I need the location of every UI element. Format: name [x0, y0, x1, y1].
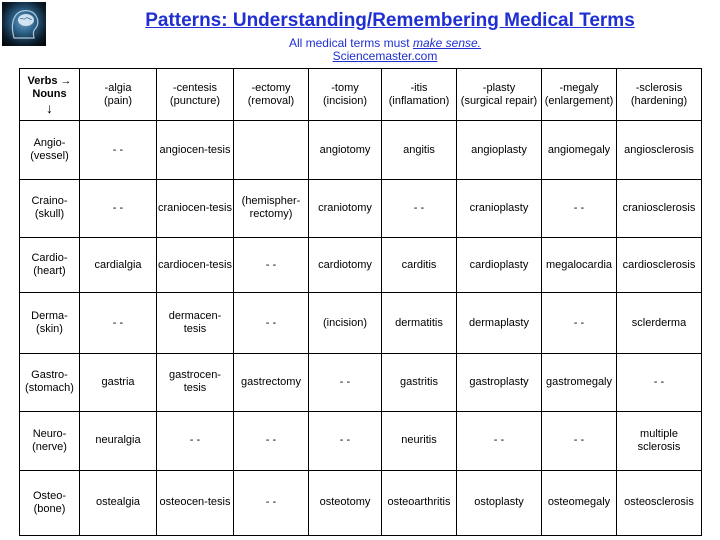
empty-marker: - -	[573, 201, 585, 214]
term-text: gastromegaly	[545, 375, 613, 388]
empty-marker: - -	[413, 201, 425, 214]
suffix-meaning: (hardening)	[630, 94, 688, 107]
term-cell	[542, 412, 617, 470]
term-text: megalocardia	[545, 258, 613, 271]
term-text: gastritis	[400, 375, 438, 388]
term-cell	[457, 121, 542, 179]
term-text: dermacen-tesis	[168, 310, 222, 336]
root-cell	[20, 179, 80, 237]
term-cell	[234, 179, 309, 237]
empty-marker: - -	[339, 434, 351, 447]
root-cell	[20, 121, 80, 179]
term-text: angiosclerosis	[624, 143, 694, 156]
suffix-header	[309, 69, 382, 121]
term-text: craniocen-tesis	[158, 201, 232, 214]
root-meaning: (nerve)	[32, 440, 67, 453]
term-text: dermatitis	[395, 316, 443, 329]
term-cell	[157, 238, 234, 293]
term-cell	[457, 179, 542, 237]
term-cell	[157, 179, 234, 237]
term-text: ostealgia	[95, 496, 141, 509]
term-cell	[382, 238, 457, 293]
root-meaning: (stomach)	[25, 382, 74, 395]
empty-marker: - -	[265, 316, 277, 329]
term-cell	[309, 121, 382, 179]
term-cell	[309, 179, 382, 237]
term-cell	[542, 353, 617, 411]
term-cell	[617, 121, 702, 179]
term-cell	[157, 412, 234, 470]
empty-marker: - -	[112, 316, 124, 329]
term-text: (incision)	[322, 316, 367, 329]
root-term: Craino-	[31, 195, 68, 208]
term-text: angiocen-tesis	[159, 143, 231, 156]
subtitle-emphasis: make sense.	[412, 36, 482, 50]
term-cell	[382, 179, 457, 237]
term-text: osteomegaly	[547, 496, 611, 509]
empty-marker: - -	[653, 375, 665, 388]
subtitle-text: All medical terms must	[288, 36, 413, 50]
suffix-meaning: (removal)	[247, 94, 295, 107]
root-meaning: (vessel)	[30, 150, 69, 163]
term-cell	[617, 470, 702, 535]
term-cell	[157, 353, 234, 411]
suffix-header	[457, 69, 542, 121]
root-term: Cardio-	[31, 252, 68, 265]
term-cell	[617, 353, 702, 411]
suffix-header	[542, 69, 617, 121]
empty-marker: - -	[339, 375, 351, 388]
term-cell	[382, 353, 457, 411]
suffix-meaning: (enlargement)	[544, 94, 614, 107]
root-cell	[20, 353, 80, 411]
suffix-meaning: (surgical repair)	[460, 94, 538, 107]
term-cell	[457, 353, 542, 411]
term-cell	[617, 412, 702, 470]
corner-cell	[20, 69, 80, 121]
term-cell	[234, 121, 309, 179]
terms-table	[19, 68, 702, 536]
root-meaning: (heart)	[33, 265, 66, 278]
suffix-term: -sclerosis	[635, 81, 683, 94]
term-cell	[157, 293, 234, 353]
empty-marker: - -	[573, 316, 585, 329]
term-cell	[542, 293, 617, 353]
term-cell	[80, 353, 157, 411]
term-cell	[542, 470, 617, 535]
term-text: cardioplasty	[469, 258, 529, 271]
term-text: angiomegaly	[547, 143, 611, 156]
term-text: cardiosclerosis	[622, 258, 696, 271]
table-row	[20, 412, 702, 470]
suffix-term: -plasty	[482, 81, 516, 94]
table-row	[20, 353, 702, 411]
empty-marker: - -	[265, 496, 277, 509]
term-cell	[457, 470, 542, 535]
header-row	[20, 69, 702, 121]
term-cell	[80, 179, 157, 237]
term-cell	[382, 412, 457, 470]
term-cell	[617, 293, 702, 353]
root-term: Neuro-	[32, 427, 67, 440]
term-cell	[382, 293, 457, 353]
suffix-meaning: (inflamation)	[388, 94, 450, 107]
term-cell	[157, 121, 234, 179]
empty-marker: - -	[493, 434, 505, 447]
root-cell	[20, 412, 80, 470]
root-term: Osteo-	[32, 489, 66, 502]
root-meaning: (skull)	[34, 208, 65, 221]
source-link[interactable]: Sciencemaster.com	[332, 49, 438, 63]
term-text: gastroplasty	[469, 375, 529, 388]
term-text: angiotomy	[319, 143, 371, 156]
nouns-label: Nouns	[32, 87, 67, 100]
term-text: (hemispher-rectomy)	[241, 195, 301, 221]
root-term: Gastro-	[31, 369, 68, 382]
table-row	[20, 470, 702, 535]
term-cell	[542, 238, 617, 293]
term-cell	[80, 293, 157, 353]
term-text: craniosclerosis	[622, 201, 696, 214]
term-cell	[234, 470, 309, 535]
root-cell	[20, 470, 80, 535]
empty-marker: - -	[189, 434, 201, 447]
term-cell	[309, 412, 382, 470]
suffix-header	[382, 69, 457, 121]
term-text: sclerderma	[631, 316, 687, 329]
term-cell	[457, 412, 542, 470]
term-text: gastrectomy	[241, 375, 301, 388]
suffix-term: -centesis	[172, 81, 218, 94]
term-cell	[382, 121, 457, 179]
term-text: neuritis	[401, 434, 437, 447]
term-text: gastrocen-tesis	[169, 369, 221, 395]
term-cell	[309, 238, 382, 293]
suffix-term: -algia	[104, 81, 132, 94]
term-cell	[382, 470, 457, 535]
suffix-header	[617, 69, 702, 121]
root-cell	[20, 238, 80, 293]
term-text: osteoarthritis	[387, 496, 451, 509]
root-term: Angio-	[33, 137, 66, 150]
term-text: cardiocen-tesis	[158, 258, 232, 271]
term-text: gastria	[101, 375, 135, 388]
term-text: osteosclerosis	[624, 496, 694, 509]
term-cell	[234, 353, 309, 411]
root-cell	[20, 293, 80, 353]
term-cell	[234, 238, 309, 293]
page-title: Patterns: Understanding/Remembering Medical Terms	[145, 10, 635, 31]
term-text: angioplasty	[471, 143, 527, 156]
root-term: Derma-	[31, 310, 68, 323]
empty-marker: - -	[112, 143, 124, 156]
term-text: cranioplasty	[469, 201, 529, 214]
term-cell	[457, 293, 542, 353]
term-cell	[617, 179, 702, 237]
table-row	[20, 121, 702, 179]
suffix-header	[157, 69, 234, 121]
empty-marker: - -	[265, 258, 277, 271]
root-meaning: (bone)	[33, 502, 66, 515]
term-cell	[80, 470, 157, 535]
suffix-meaning: (puncture)	[169, 94, 221, 107]
term-cell	[309, 353, 382, 411]
suffix-header	[234, 69, 309, 121]
term-text: carditis	[401, 258, 437, 271]
table-row	[20, 238, 702, 293]
empty-marker: - -	[265, 434, 277, 447]
term-text: cardiotomy	[318, 258, 372, 271]
term-cell	[157, 470, 234, 535]
term-cell	[617, 238, 702, 293]
term-cell	[234, 412, 309, 470]
term-cell	[80, 412, 157, 470]
term-text: cardialgia	[94, 258, 142, 271]
term-cell	[80, 121, 157, 179]
table-row	[20, 179, 702, 237]
term-text: angitis	[403, 143, 435, 156]
term-cell	[309, 293, 382, 353]
suffix-term: -tomy	[331, 81, 359, 94]
term-text: osteotomy	[319, 496, 371, 509]
term-text: craniotomy	[318, 201, 372, 214]
term-cell	[80, 238, 157, 293]
term-text: osteocen-tesis	[159, 496, 231, 509]
term-text: neuralgia	[95, 434, 141, 447]
subtitle	[0, 37, 720, 63]
suffix-meaning: (pain)	[103, 94, 133, 107]
verbs-label: Verbs →	[27, 74, 72, 87]
suffix-term: -ectomy	[251, 81, 291, 94]
term-text: ostoplasty	[474, 496, 524, 509]
term-cell	[309, 470, 382, 535]
suffix-header	[80, 69, 157, 121]
suffix-term: -megaly	[559, 81, 599, 94]
suffix-term: -itis	[410, 81, 428, 94]
term-cell	[542, 121, 617, 179]
empty-marker: - -	[573, 434, 585, 447]
term-cell	[234, 293, 309, 353]
term-text: multiple sclerosis	[637, 427, 681, 453]
term-text: dermaplasty	[469, 316, 529, 329]
table-row	[20, 293, 702, 353]
suffix-meaning: (incision)	[322, 94, 367, 107]
down-arrow-icon: ↓	[46, 99, 53, 116]
term-cell	[542, 179, 617, 237]
empty-marker: - -	[112, 201, 124, 214]
root-meaning: (skin)	[36, 323, 63, 336]
term-cell	[457, 238, 542, 293]
